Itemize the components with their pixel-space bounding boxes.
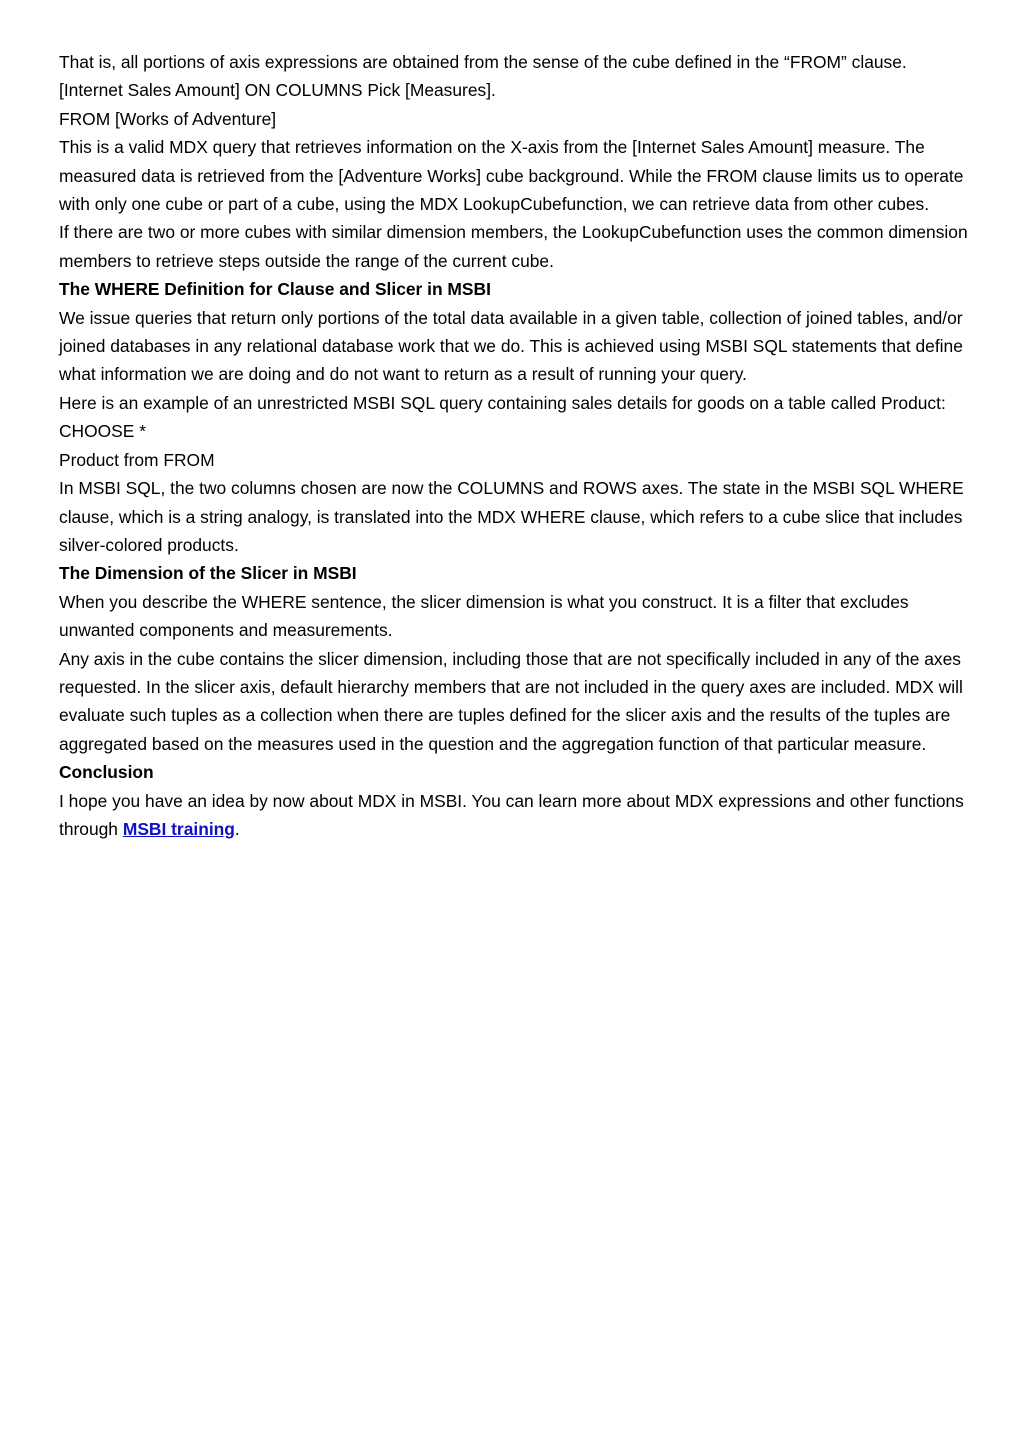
heading-where-definition: The WHERE Definition for Clause and Slicer in MSBI <box>59 279 491 300</box>
paragraph-columns-rows: In MSBI SQL, the two columns chosen are now the COLUMNS and ROWS axes. The state in the MSBI SQL WHERE clause, which is a string analogy, is translated into the MDX WHERE clause, which refers to a cube slice that includes silver-colored products. <box>59 478 964 555</box>
paragraph-slicer-axis: Any axis in the cube contains the slicer dimension, including those that are not specifically included in any of the axes requested. In the slicer axis, default hierarchy members that are not included in the query axes are included. MDX will evaluate such tuples as a collection when there are tuples defined for the slicer axis and the results of the tuples are aggregated based on the measures used in the question and the aggregation function of that particular measure. <box>59 648 963 754</box>
heading-conclusion: Conclusion <box>59 762 154 783</box>
code-line-choose: CHOOSE * <box>59 421 146 442</box>
paragraph-queries: We issue queries that return only portions of the total data available in a given table, collection of joined tables, and/or joined databases in any relational database work that we do. This is achieved using MSBI SQL statements that define what information we are doing and do not want to return as a result of running your query. <box>59 307 963 385</box>
paragraph-conclusion <box>59 787 971 844</box>
heading-slicer-dimension: The Dimension of the Slicer in MSBI <box>59 563 357 584</box>
code-line-from: FROM [Works of Adventure] <box>59 108 277 129</box>
code-line-columns: [Internet Sales Amount] ON COLUMNS Pick [Measures]. <box>59 80 496 101</box>
code-line-product: Product from FROM <box>59 449 215 470</box>
paragraph-valid-query: This is a valid MDX query that retrieves information on the X-axis from the [Internet Sales Amount] measure. The measured data is retrieved from the [Adventure Works] cube background. While the FROM clause limits us to operate with only one cube or part of a cube, using the MDX LookupCubefunction, we can retrieve data from other cubes. <box>59 137 964 215</box>
paragraph-example: Here is an example of an unrestricted MSBI SQL query containing sales details for goods on a table called Product: <box>59 392 946 413</box>
paragraph-lookupcube: If there are two or more cubes with similar dimension members, the LookupCubefunction uses the common dimension members to retrieve steps outside the range of the current cube. <box>59 222 968 271</box>
document-body <box>59 48 971 843</box>
msbi-training-link[interactable]: MSBI training <box>122 818 235 839</box>
conclusion-text: I hope you have an idea by now about MDX in MSBI. You can learn more about MDX expressions and other functions through <box>59 790 964 839</box>
paragraph-intro: That is, all portions of axis expressions are obtained from the sense of the cube defined in the “FROM” clause. <box>59 52 907 72</box>
conclusion-period: . <box>234 818 240 839</box>
paragraph-where-sentence: When you describe the WHERE sentence, the slicer dimension is what you construct. It is a filter that excludes unwanted components and measurements. <box>59 591 909 641</box>
